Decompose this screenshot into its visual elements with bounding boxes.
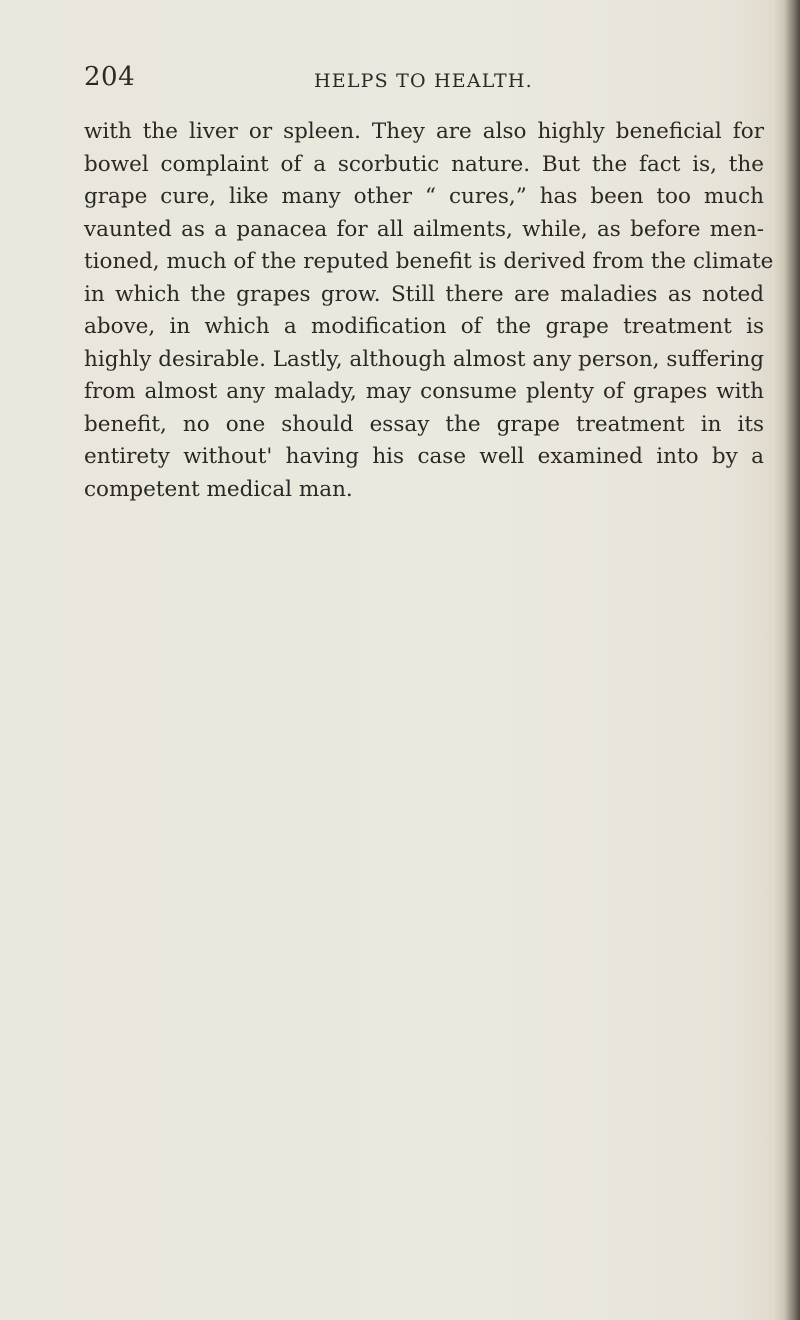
text-line: vaunted as a panacea for all ailments, while, as before men-: [84, 216, 764, 242]
text-line: from almost any malady, may consume plenty of grapes with: [84, 379, 764, 404]
text-line: with the liver or spleen. They are also highly beneficial for: [84, 119, 764, 144]
text-line: in which the grapes grow. Still there are maladies as noted: [84, 281, 764, 307]
text-line: entirety without' having his case well examined into by a: [84, 444, 764, 469]
running-title: HELPS TO HEALTH.: [314, 70, 533, 92]
text-line: grape cure, like many other “ cures,” has been too much: [84, 184, 764, 209]
text-line: bowel complaint of a scorbutic nature. But the fact is, the: [84, 151, 764, 177]
running-header: [84, 62, 764, 98]
page-number: 204: [84, 62, 136, 92]
body-paragraph: [84, 116, 774, 506]
text-line: benefit, no one should essay the grape treatment in its: [84, 411, 764, 437]
text-line: tioned, much of the reputed benefit is derived from the climate: [84, 249, 774, 274]
page-edge-shadow: [774, 0, 800, 1320]
text-line: highly desirable. Lastly, although almost any person, suffering: [84, 346, 764, 372]
text-line: competent medical man.: [84, 476, 353, 502]
text-line: above, in which a modification of the grape treatment is: [84, 314, 764, 339]
